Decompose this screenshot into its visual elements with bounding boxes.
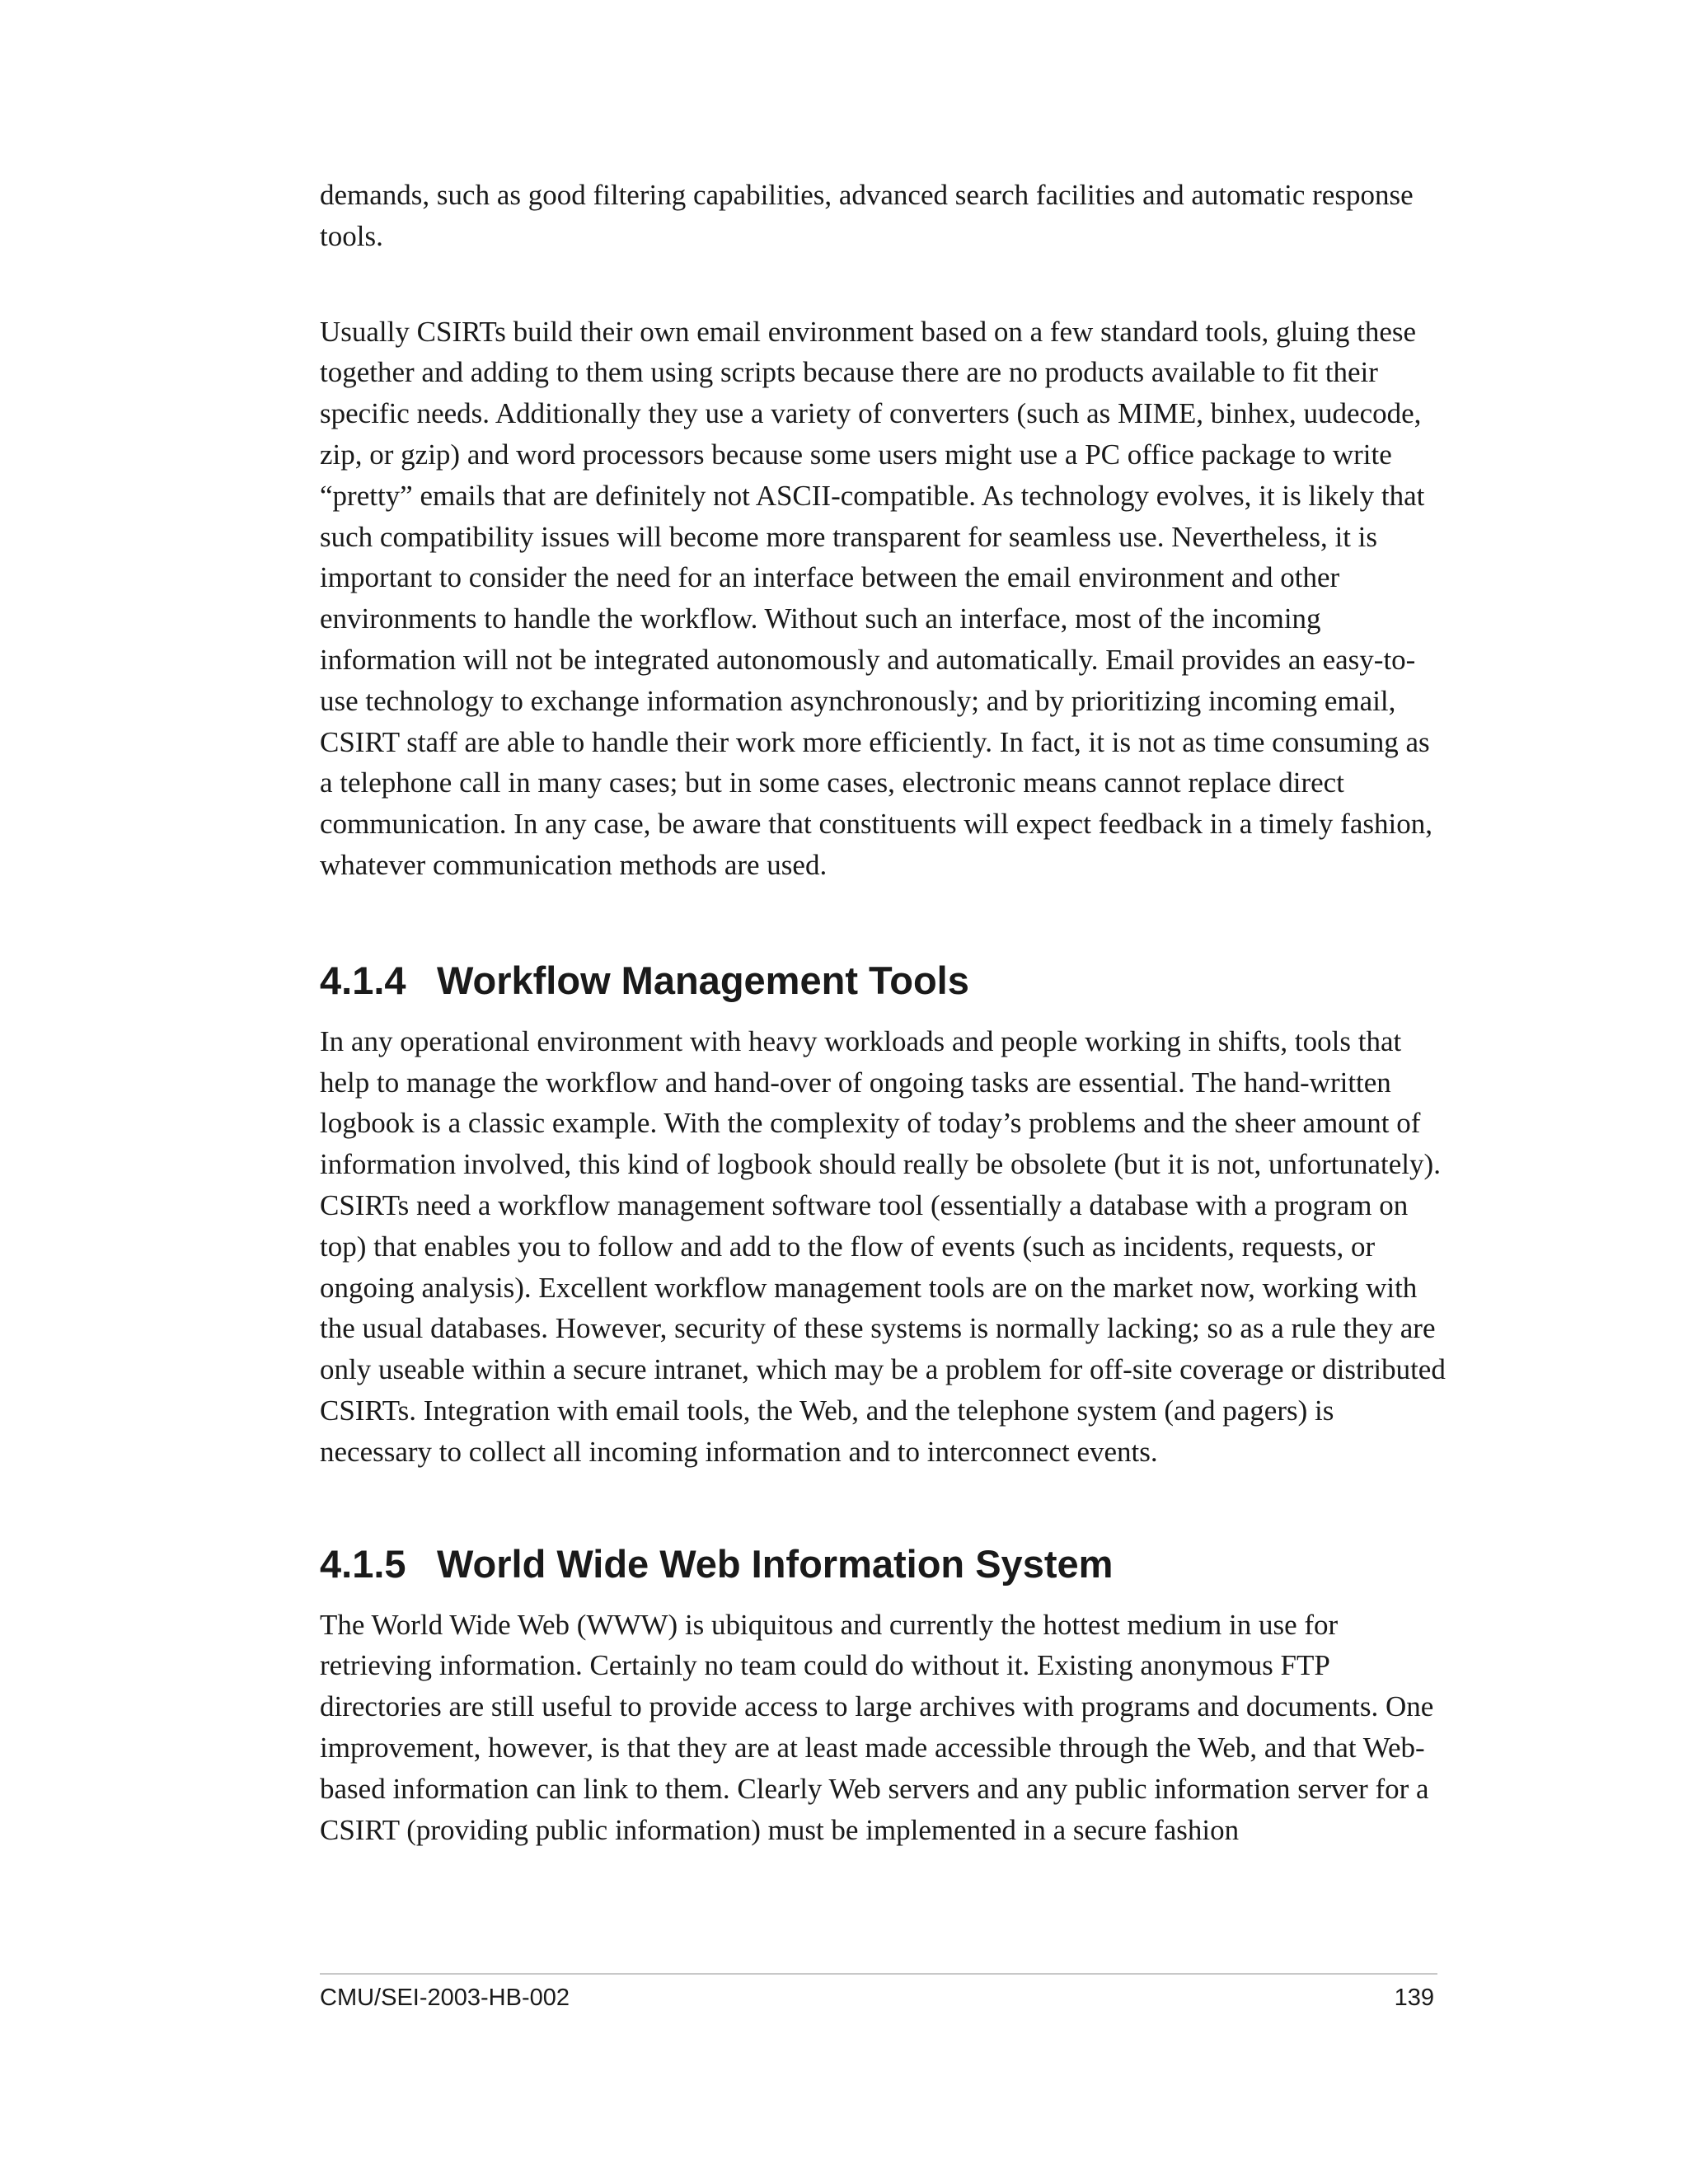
body-paragraph-4: The World Wide Web (WWW) is ubiquitous and currently the hottest medium in use for retrieving information. Certainly no team could do without it. Existing anonymous FTP directories are still useful to provide access to large archives with programs and documents. One improvement, however, is that they are at least made accessible through the Web, and that Web-based information can link to them. Clearly Web servers and any public information server for a CSIRT (providing public information) must be implemented in a secure fashion xyxy=(320,1608,1434,1846)
body-paragraph-1: demands, such as good filtering capabilities, advanced search facilities and automatic response tools. xyxy=(320,179,1414,252)
body-paragraph-2: Usually CSIRTs build their own email environment based on a few standard tools, gluing these together and adding to them using scripts because there are no products available to fit their specific needs. Additionally they use a variety of converters (such as MIME, binhex, uudecode, zip, or gzip) and word processors because some users might use a PC office package to write “pretty” emails that are definitely not ASCII-compatible. As technology evolves, it is likely that such compatibility issues will become more transparent for seamless use. Nevertheless, it is important to consider the need for an interface between the email environment and other environments to handle the workflow. Without such an interface, most of the incoming information will not be integrated autonomously and automatically. Email provides an easy-to-use technology to exchange information asynchronously; and by prioritizing incoming email, CSIRT staff are able to handle their work more efficiently. In fact, it is not as time consuming as a telephone call in many cases; but in some cases, electronic means cannot replace direct communication. In any case, be aware that constituents will expect feedback in a timely fashion, whatever communication methods are used. xyxy=(320,315,1432,881)
section-heading-4-1-5 xyxy=(320,1540,1449,1588)
section-title: World Wide Web Information System xyxy=(437,1541,1114,1586)
body-paragraph-3: In any operational environment with heavy workloads and people working in shifts, tools that help to manage the workflow and hand-over of ongoing tasks are essential. The hand-written logbook is a classic example. With the complexity of today’s problems and the sheer amount of information involved, this kind of logbook should really be obsolete (but it is not, unfortunately). CSIRTs need a workflow management software tool (essentially a database with a program on top) that enables you to follow and add to the flow of events (such as incidents, requests, or ongoing analysis). Excellent workflow management tools are on the market now, working with the usual databases. However, security of these systems is normally lacking; so as a rule they are only useable within a secure intranet, which may be a problem for off-site coverage or distributed CSIRTs. Integration with email tools, the Web, and the telephone system (and pagers) is necessary to collect all incoming information and to interconnect events. xyxy=(320,1024,1446,1468)
footer-page-number: 139 xyxy=(1394,1985,1434,2011)
section-number: 4.1.5 xyxy=(320,1541,406,1586)
section-heading-4-1-4 xyxy=(320,957,1449,1005)
footer-document-id: CMU/SEI-2003-HB-002 xyxy=(320,1985,570,2011)
page-body xyxy=(320,175,1449,1850)
section-number: 4.1.4 xyxy=(320,958,406,1002)
footer-divider xyxy=(320,1973,1437,1975)
section-title: Workflow Management Tools xyxy=(437,958,969,1002)
